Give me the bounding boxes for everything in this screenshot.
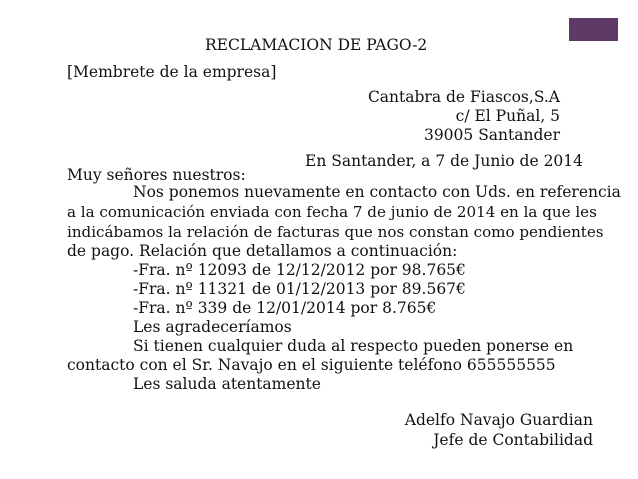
closing-line: Si tienen cualquier duda al respecto pueden ponerse en xyxy=(133,337,574,355)
place-and-date: En Santander, a 7 de Junio de 2014 xyxy=(305,152,584,170)
closing-line: Les saluda atentamente xyxy=(133,375,321,393)
body-line: a la comunicación enviada con fecha 7 de junio de 2014 en la que les xyxy=(67,203,597,221)
closing-line: Les agradeceríamos xyxy=(133,318,292,336)
signature-role: Jefe de Contabilidad xyxy=(433,431,593,449)
closing-line: contacto con el Sr. Navajo en el siguiente teléfono 655555555 xyxy=(67,356,556,374)
body-line: indicábamos la relación de facturas que nos constan como pendientes xyxy=(67,223,604,241)
recipient-city: 39005 Santander xyxy=(423,126,560,144)
invoice-item: -Fra. nº 339 de 12/01/2014 por 8.765€ xyxy=(133,299,437,317)
corner-accent-square xyxy=(569,18,618,41)
body-line: Nos ponemos nuevamente en contacto con Uds. en referencia xyxy=(133,183,621,201)
invoice-item: -Fra. nº 11321 de 01/12/2013 por 89.567€ xyxy=(133,280,466,298)
body-line: de pago. Relación que detallamos a continuación: xyxy=(67,242,458,260)
invoice-item: -Fra. nº 12093 de 12/12/2012 por 98.765€ xyxy=(133,261,466,279)
greeting: Muy señores nuestros: xyxy=(67,166,246,184)
letterhead-placeholder: [Membrete de la empresa] xyxy=(67,63,277,81)
document-title: RECLAMACION DE PAGO-2 xyxy=(205,36,428,54)
signature-name: Adelfo Navajo Guardian xyxy=(404,411,593,429)
recipient-street: c/ El Puñal, 5 xyxy=(455,107,560,125)
recipient-name: Cantabra de Fiascos,S.A xyxy=(367,88,560,106)
